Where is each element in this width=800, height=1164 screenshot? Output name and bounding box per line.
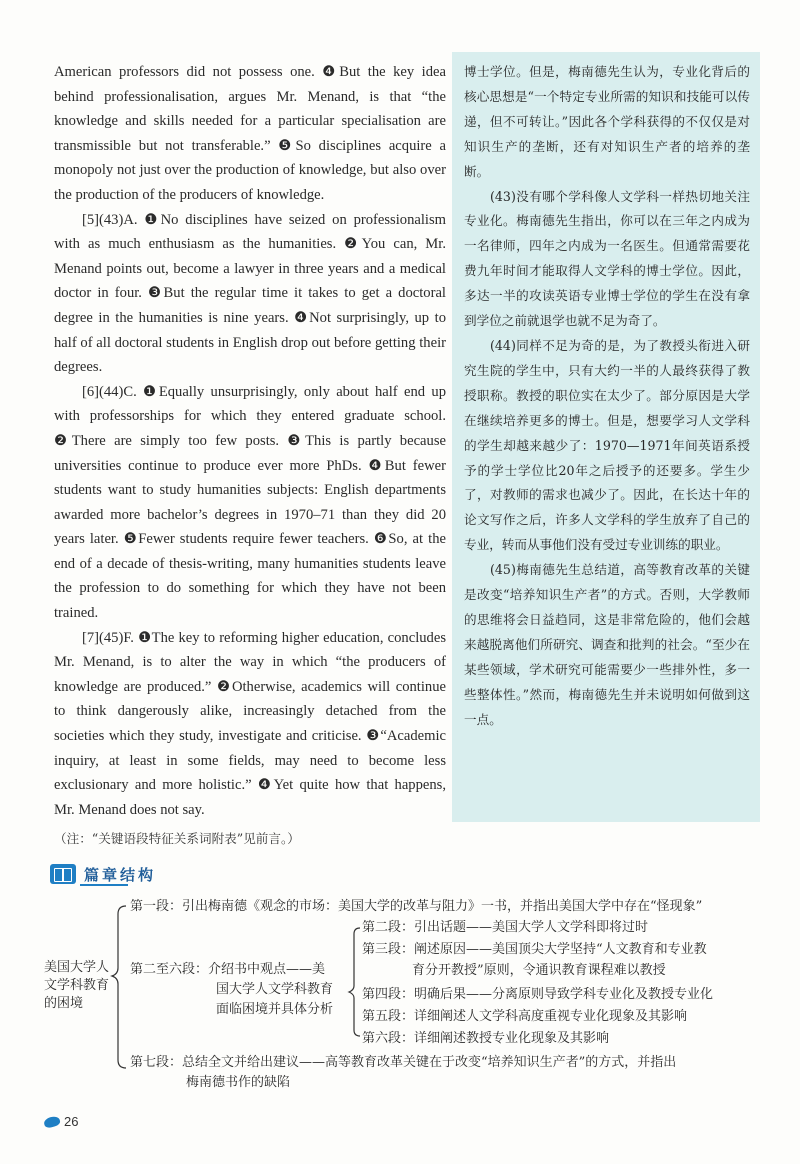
structure-para-6: 第六段：详细阐述教授专业化现象及其影响 bbox=[362, 1031, 610, 1046]
structure-para-3-line-2: 育分开教授”原则，令通识教育课程难以教授 bbox=[412, 963, 666, 978]
structure-para-3-line-1: 第三段：阐述原因——美国顶尖大学坚持“人文教育和专业教 bbox=[362, 942, 707, 957]
graduation-cap-icon bbox=[43, 1115, 61, 1129]
footnote: （注：“关键语段特征关系词附表”见前言。） bbox=[54, 831, 300, 846]
structure-para-1: 第一段：引出梅南德《观念的市场：美国大学的改革与阻力》一书，并指出美国大学中存在“怪现象” bbox=[130, 899, 703, 914]
structure-para-7-line-2: 梅南德书作的缺陷 bbox=[186, 1075, 291, 1090]
page-number: 26 bbox=[64, 1114, 79, 1129]
section-title: 篇章结构 bbox=[84, 865, 157, 884]
page-footer bbox=[44, 1114, 78, 1129]
structure-mid-line-2: 国大学人文学科教育 bbox=[216, 982, 334, 997]
english-paragraph-5: [5](43)A. ❶No disciplines have seized on professionalism with as much enthusiasm as the humanities. ❷You can, Mr. Menand points out, become a lawyer in three years and a medical doctor in four. ❸But the regular time it takes to get a doctoral degree in the humanities is nine years. ❹Not surprisingly, up to half of all doctoral students in English drop out before getting their degrees. bbox=[54, 211, 446, 376]
english-paragraph-1: American professors did not possess one. ❹But the key idea behind professionalisation, argues Mr. Menand, is that “the knowledge and skills needed for a particular specialisation are transmissible but not transferable.” ❺So disciplines acquire a monopoly not just over the production of knowledge, but also over the production of the producers of knowledge. bbox=[54, 64, 446, 203]
english-paragraph-7: [7](45)F. ❶The key to reforming higher education, concludes Mr. Menand, is to alter the way in which “the producers of knowledge are produced.” ❷Otherwise, academics will continue to think dangerously alike, increasingly detached from the societies which they study, investigate and criticise. ❸“Academic inquiry, at least in some fields, may need to become less exclusionary and more holistic.” ❹Yet quite how that happens, Mr. Menand does not say. bbox=[54, 629, 446, 818]
structure-mid-line-3: 面临困境并具体分析 bbox=[216, 1002, 334, 1017]
structure-para-4: 第四段：明确后果——分离原则导致学科专业化及教授专业化 bbox=[362, 987, 714, 1002]
structure-para-7-line-1: 第七段：总结全文并给出建议——高等教育改革关键在于改变“培养知识生产者”的方式，并指出 bbox=[130, 1055, 677, 1070]
structure-root-line-3: 的困境 bbox=[44, 996, 84, 1011]
structure-para-2: 第二段：引出话题——美国大学人文学科即将过时 bbox=[362, 920, 649, 935]
structure-mid-line-1: 第二至六段：介绍书中观点——美 bbox=[130, 962, 326, 977]
chinese-paragraph-1: 博士学位。但是，梅南德先生认为，专业化背后的核心思想是“一个特定专业所需的知识和技能可以传递，但不可转让。”因此各个学科获得的不仅仅是对知识生产的垄断，还有对知识生产者的培养的垄断。 bbox=[464, 64, 750, 179]
structure-para-5: 第五段：详细阐述人文学科高度重视专业化现象及其影响 bbox=[362, 1009, 688, 1024]
chinese-paragraph-45: (45)梅南德先生总结道，高等教育改革的关键是改变“培养知识生产者”的方式。否则，大学教师的思维将会日益趋同，这是非常危险的，他们会越来越脱离他们所研究、调查和批判的社会。“至少在某些领域，学术研究可能需要少一些排外性，多一些整体性。”然而，梅南德先生并未说明如何做到这一点。 bbox=[464, 562, 750, 727]
structure-root-line-2: 文学科教育 bbox=[44, 978, 110, 993]
english-paragraph-6: [6](44)C. ❶Equally unsurprisingly, only about half end up with professorships for which they entered graduate school. ❷There are simply too few posts. ❸This is partly because universities continue to produce ever more PhDs. ❹But fewer students want to study humanities subjects: English departments awarded more bachelor’s degrees in 1970–71 than they did 20 years later. ❺Fewer students require fewer teachers. ❻So, at the end of a decade of thesis-writing, many humanities students leave the profession to do something for which they have not been trained. bbox=[54, 383, 446, 622]
chinese-paragraph-44: (44)同样不足为奇的是，为了教授头衔进入研究生院的学生中，只有大约一半的人最终获得了教授职称。教授的职位实在太少了。部分原因是大学在继续培养更多的博士。但是，想要学习人文学科的学生却越来越少了：1970—1971年间英语系授予的学士学位比20年之后授予的还要多。学生少了，对教师的需求也减少了。因此，在长达十年的论文写作之后，许多人文学科的学生放弃了自己的专业，转而从事他们没有受过专业训练的职业。 bbox=[464, 337, 750, 553]
chinese-paragraph-43: (43)没有哪个学科像人文学科一样热切地关注专业化。梅南德先生指出，你可以在三年之内成为一名律师，四年之内成为一名医生。但通常需要花费九年时间才能取得人文学科的博士学位。因此，多达一半的攻读英语专业博士学位的学生在没有拿到学位之前就退学也就不足为奇了。 bbox=[464, 188, 750, 329]
structure-root-line-1: 美国大学人 bbox=[44, 960, 110, 975]
